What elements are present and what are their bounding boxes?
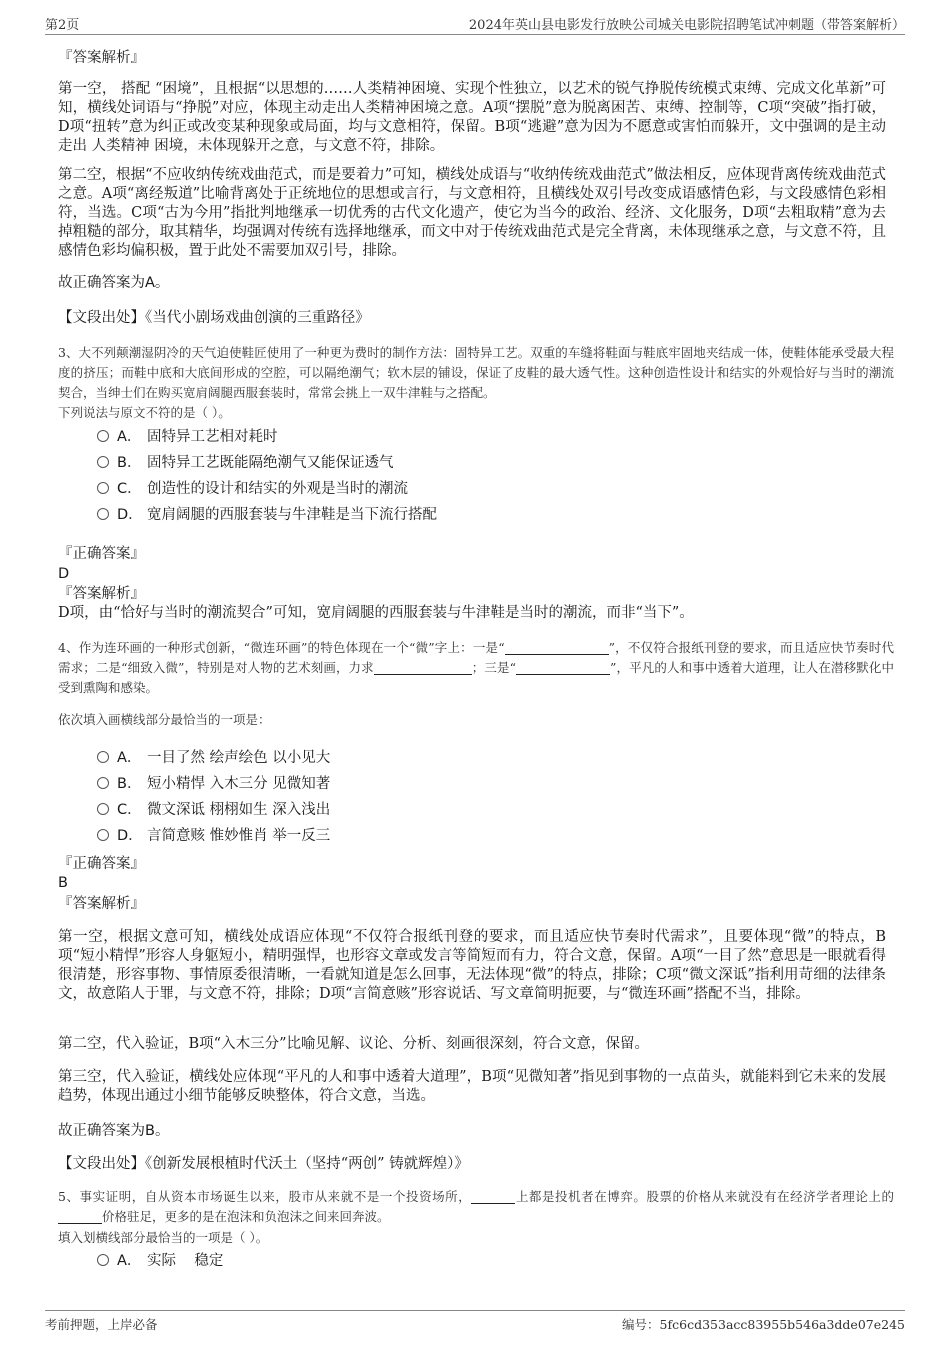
option-text: 固特异工艺既能隔绝潮气又能保证透气 — [147, 455, 394, 471]
source-title: 《当代小剧场戏曲创演的三重路径》 — [145, 310, 370, 326]
fill-blank — [516, 660, 610, 675]
stem-part: ”，不仅符合报纸刊登的要求，而且适应快节奏时代需求；二是“细致入微”，特别是对人物的艺术刻画，力求 — [58, 640, 894, 675]
correct-answer: B — [58, 875, 68, 891]
option-text: 言简意赅 惟妙惟肖 举一反三 — [147, 828, 331, 844]
radio-button[interactable] — [97, 829, 109, 841]
footer-slogan: 考前押题，上岸必备 — [45, 1317, 158, 1332]
option-b[interactable] — [97, 774, 330, 794]
analysis-paragraph: 第一空，根据文意可知，横线处成语应体现“不仅符合报纸刊登的要求，而且适应快节奏时代需求”，且要体现“微”的特点，B项“短小精悍”形容人身躯短小，精明强悍，也形容文章或发言等简短而有力，符合文意，保留。A项“一目了然”意思是一眼就看得很清楚，形容事物、事情原委很清晰，一看就知道是怎么回事，无法体现“微”的特点，排除；C项“微文深诋”指利用苛细的法律条文，故意陷人于罪，与文意不符，排除；D项“言简意赅”形容说话、写文章简明扼要，与“微连环画”搭配不当，排除。 — [58, 929, 886, 1002]
fill-blank — [471, 1189, 515, 1204]
option-d[interactable] — [97, 826, 330, 846]
correct-answer: D — [58, 566, 70, 582]
analysis-label: 『答案解析』 — [58, 896, 145, 912]
radio-button[interactable] — [97, 482, 109, 494]
fill-blank — [58, 1209, 102, 1224]
source-label: 【文段出处】 — [58, 1156, 145, 1172]
radio-button[interactable] — [97, 1254, 109, 1266]
question-prompt: 依次填入画横线部分最恰当的一项是： — [58, 712, 271, 727]
option-b[interactable] — [97, 453, 394, 473]
radio-button[interactable] — [97, 508, 109, 520]
question-stem: 3、大不列颠潮湿阴冷的天气迫使鞋匠使用了一种更为费时的制作方法：固特异工艺。双重的车缝将鞋面与鞋底牢固地夹结成一体，使鞋体能承受最大程度的挤压；而鞋中底和大底间形成的空腔，可以隔绝潮气；软木层的铺设，保证了皮鞋的最大透气性。这种创造性设计和结实的外观恰好与当时的潮流契合，当绅士们在购买宽肩阔腿西服套装时，常常会挑上一双牛津鞋与之搭配。 — [58, 345, 894, 400]
question-prompt: 下列说法与原文不符的是（ ）。 — [58, 405, 231, 420]
document-serial: 编号：5fc6cd353acc83955b546a3dde07e245 — [622, 1317, 905, 1332]
option-c[interactable] — [97, 479, 408, 499]
analysis-paragraph: 第一空， 搭配 “困境”，且根据“以思想的……人类精神困境、实现个性独立，以艺术的锐气挣脱传统模式束缚、完成文化革新”可知，横线处词语与“挣脱”对应，体现主动走出人类精神困境之意。A项“摆脱”意为脱离困苦、束缚、控制等，C项“突破”指打破，D项“扭转”意为纠正或改变某种现象或局面，均与文意相符，保留。B项“逃避”意为因为不愿意或害怕而躲开，文中强调的是主动走出 人类精神 困境，未体现躲开之意，与文意不符，排除。 — [58, 81, 886, 154]
source-citation — [58, 308, 370, 328]
option-c[interactable] — [97, 800, 330, 820]
analysis-paragraph: D项，由“恰好与当时的潮流契合”可知，宽肩阔腿的西服套装与牛津鞋是当时的潮流，而非“当下”。 — [58, 605, 694, 621]
page-header — [45, 14, 905, 35]
question-prompt: 填入划横线部分最恰当的一项是（ ）。 — [58, 1230, 269, 1245]
option-letter: D． — [117, 828, 143, 844]
option-letter: B． — [117, 455, 142, 471]
radio-button[interactable] — [97, 456, 109, 468]
option-letter: A． — [117, 1253, 142, 1269]
radio-button[interactable] — [97, 777, 109, 789]
option-a[interactable] — [97, 1251, 223, 1271]
option-d[interactable] — [97, 505, 437, 525]
fill-blank — [374, 660, 472, 675]
radio-button[interactable] — [97, 430, 109, 442]
radio-button[interactable] — [97, 751, 109, 763]
question-stem — [58, 638, 894, 698]
analysis-paragraph: 第三空，代入验证，横线处应体现“平凡的人和事中透着大道理”，B项“见微知著”指见到事物的一点苗头，就能料到它未来的发展趋势，体现出通过小细节能够反映整体，符合文意，当选。 — [58, 1069, 886, 1104]
option-a[interactable] — [97, 748, 330, 768]
stem-part: 5、事实证明，自从资本市场诞生以来，股市从来就不是一个投资场所， — [58, 1189, 472, 1204]
option-text: 创造性的设计和结实的外观是当时的潮流 — [147, 481, 408, 497]
option-text: 宽肩阔腿的西服套装与牛津鞋是当下流行搭配 — [147, 507, 437, 523]
correct-answer-label: 『正确答案』 — [58, 856, 145, 872]
option-letter: A． — [117, 429, 142, 445]
option-text: 实际 稳定 — [147, 1253, 224, 1269]
analysis-paragraph: 第二空，根据“不应收纳传统戏曲范式，而是要着力”可知，横线处成语与“收纳传统戏曲范式”做法相反，应体现背离传统戏曲范式之意。A项“离经叛道”比喻背离处于正统地位的思想或言行，与文意相符，且横线处双引号改变成语感情色彩，与文段感情色彩相符，当选。C项“古为今用”指批判地继承一切优秀的古代文化遗产，使它为当今的政治、经济、文化服务，D项“去粗取精”意为去掉粗糙的部分，取其精华，均强调对传统有选择地继承，而文中对于传统戏曲范式是完全背离，未体现继承之意，与文意不符，且感情色彩均偏积极，置于此处不需要加双引号，排除。 — [58, 167, 886, 259]
option-letter: B． — [117, 776, 142, 792]
option-text: 短小精悍 入木三分 见微知著 — [147, 776, 331, 792]
option-letter: C． — [117, 802, 142, 818]
option-text: 微文深诋 栩栩如生 深入浅出 — [147, 802, 331, 818]
page-footer — [45, 1310, 905, 1331]
source-citation — [58, 1154, 469, 1174]
analysis-label: 『答案解析』 — [58, 50, 145, 66]
correct-answer-label: 『正确答案』 — [58, 546, 145, 562]
radio-button[interactable] — [97, 803, 109, 815]
document-title: 2024年英山县电影发行放映公司城关电影院招聘笔试冲刺题（带答案解析） — [468, 18, 905, 33]
stem-part: 4、作为连环画的一种形式创新，“微连环画”的特色体现在一个“微”字上：一是“ — [58, 640, 505, 655]
option-letter: C． — [117, 481, 142, 497]
stem-part: ”，平凡的人和事中透着大道理，让人在潜移默化中受到熏陶和感染。 — [58, 660, 894, 695]
option-letter: D． — [117, 507, 143, 523]
analysis-paragraph: 第二空，代入验证，B项“入木三分”比喻见解、议论、分析、刻画很深刻，符合文意，保留。 — [58, 1036, 649, 1052]
analysis-label: 『答案解析』 — [58, 586, 145, 602]
source-title: 《创新发展根植时代沃土（坚持“两创” 铸就辉煌）》 — [145, 1156, 469, 1172]
answer-conclusion: 故正确答案为B。 — [58, 1123, 170, 1139]
stem-part: 上都是投机者在博弈。股票的价格从来就没有在经济学者理论上的 — [515, 1189, 894, 1204]
option-a[interactable] — [97, 427, 278, 447]
source-label: 【文段出处】 — [58, 310, 145, 326]
stem-part: 价格驻足，更多的是在泡沫和负泡沫之间来回奔波。 — [102, 1209, 390, 1224]
answer-conclusion: 故正确答案为A。 — [58, 275, 170, 291]
stem-part: ；三是“ — [471, 660, 517, 675]
fill-blank — [505, 640, 609, 655]
page-number: 第2页 — [45, 18, 80, 33]
question-stem — [58, 1187, 894, 1227]
option-letter: A． — [117, 750, 142, 766]
option-text: 固特异工艺相对耗时 — [147, 429, 278, 445]
option-text: 一目了然 绘声绘色 以小见大 — [147, 750, 331, 766]
